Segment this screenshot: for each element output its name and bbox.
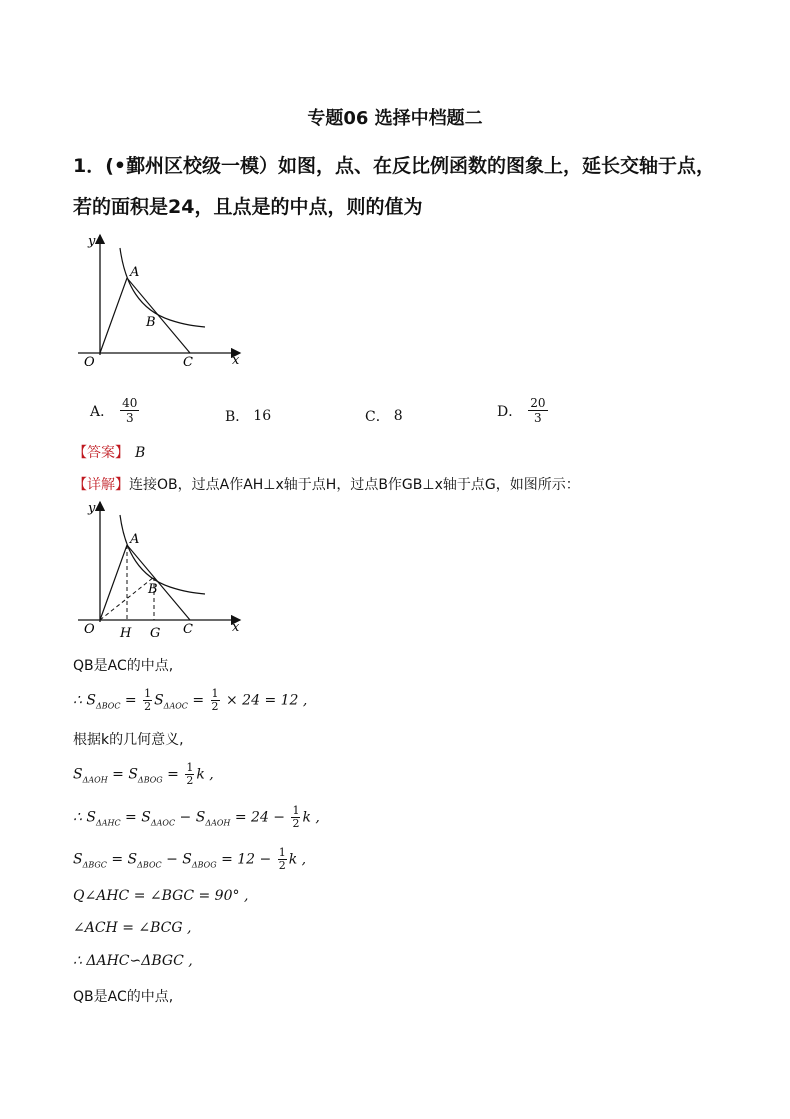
label-a: A [130,265,140,280]
step-6-mid: = 12 − [216,851,276,868]
option-a-den: 3 [125,411,134,425]
detail [73,474,580,494]
step-9: ∴ ΔAHC∽ΔBGC , [73,953,193,969]
fraction-den: 2 [211,700,219,713]
step-6: $S_{\Delta BGC} = S_{\Delta BOC} - S_{\Delta BOG} = 12$ − $\frac{1}{2}$ k , [73,846,307,872]
step-1: QB是AC的中点, [73,658,174,674]
step-5-mid: = 24 − [230,809,290,826]
answer-value: B [135,445,146,461]
label-a: A [130,532,140,547]
fraction-num: 1 [186,761,194,774]
question-1 [73,146,733,228]
fraction-half [211,688,220,713]
step-2-sub1: ΔBOC [95,701,121,711]
label-x: x [232,620,240,635]
label-y: y [88,501,96,516]
options-row [0,396,790,436]
fraction-num: 1 [144,687,152,700]
step-6-sub2: ΔBOC [137,860,162,870]
fraction-num: 1 [211,687,219,700]
step-5-sub1: ΔAHC [95,818,121,828]
label-y: y [88,234,96,249]
question-text-line-1: 1．(•鄞州区校级一模）如图，点、在反比例函数的图象上，延长交轴于点， [73,155,716,177]
figure-1 [70,230,260,375]
label-o: O [84,355,95,370]
step-2-pre: ∴ S [73,692,96,709]
option-d-fraction [528,396,547,425]
option-a[interactable] [90,396,139,425]
hyperbola-curve [120,515,205,594]
step-2: ∴ $S_{\Delta BOC}$ = $\frac{1}{2}$ $S_{\Delta AOC}$ = $\frac{1}{2}$ × 24 = 12 , [73,687,308,713]
fraction-half [143,688,152,713]
fraction-half [291,805,300,830]
label-x: x [232,353,240,368]
step-6-sub1: ΔBGC [82,860,107,870]
option-d-den: 3 [534,411,542,425]
answer-tag: 【答案】 [73,445,129,461]
hyperbola-curve [120,248,205,327]
question-text-line-2: 若的面积是24，且点是的中点，则的值为 [73,196,423,218]
step-2-eq2: = [187,692,209,709]
label-b: B [146,315,156,330]
option-c[interactable] [365,406,403,426]
option-b-value: 16 [253,408,272,424]
label-g: G [150,626,161,641]
step-10: QB是AC的中点, [73,989,174,1005]
option-c-value: 8 [393,408,403,424]
option-d-letter: D． [497,403,523,420]
step-5-tail: k , [302,809,320,826]
page-title: 专题06 选择中档题二 [307,108,483,129]
fraction-half [278,847,287,872]
step-7: Q∠AHC = ∠BGC = 90° , [73,888,249,904]
label-c: C [183,355,193,370]
option-a-fraction [120,396,139,425]
step-3: 根据k的几何意义, [73,732,184,748]
step-4-tail: k , [196,766,214,783]
fraction-half [185,762,194,787]
step-4-sub1: ΔAOH [82,775,108,785]
option-b[interactable] [225,406,271,426]
detail-text: 连接OB，过点A作AH⊥x轴于点H，过点B作GB⊥x轴于点G，如图所示： [129,477,580,493]
label-o: O [84,622,95,637]
step-5: ∴ $S_{\Delta AHC} = S_{\Delta AOC} - S_{\Delta AOH} = 24$ − $\frac{1}{2}$ k , [73,804,320,830]
label-h: H [120,626,132,641]
step-5-sub2: ΔAOC [150,818,176,828]
option-a-letter: A． [90,403,115,420]
option-d-num: 20 [530,396,546,410]
fraction-den: 2 [144,700,152,713]
label-c: C [183,622,193,637]
label-b: B [148,582,158,597]
option-c-letter: C． [365,409,390,425]
step-8: ∠ACH = ∠BCG , [73,920,192,936]
step-6-tail: k , [288,851,307,868]
figure-2 [70,497,260,642]
fraction-den: 2 [186,774,194,787]
option-d[interactable] [497,396,548,425]
step-6-sub3: ΔBOG [191,860,217,870]
answer [73,442,145,462]
step-5-sub3: ΔAOH [205,818,231,828]
option-a-num: 40 [122,396,138,410]
step-4-sub2: ΔBOG [137,775,163,785]
detail-tag: 【详解】 [73,477,129,493]
step-4: $S_{\Delta AOH} = S_{\Delta BOG}$ = $\frac{1}{2}$ k , [73,761,214,787]
step-2-sub2: ΔAOC [163,701,188,711]
step-2-eq1: = [120,692,142,709]
fraction-den: 2 [292,817,300,830]
option-b-letter: B． [225,409,250,425]
step-2-tail: × 24 = 12 , [221,692,308,709]
triangle-aoc [100,278,190,353]
fraction-num: 1 [278,846,286,859]
fraction-num: 1 [292,804,300,817]
fraction-den: 2 [278,859,286,872]
